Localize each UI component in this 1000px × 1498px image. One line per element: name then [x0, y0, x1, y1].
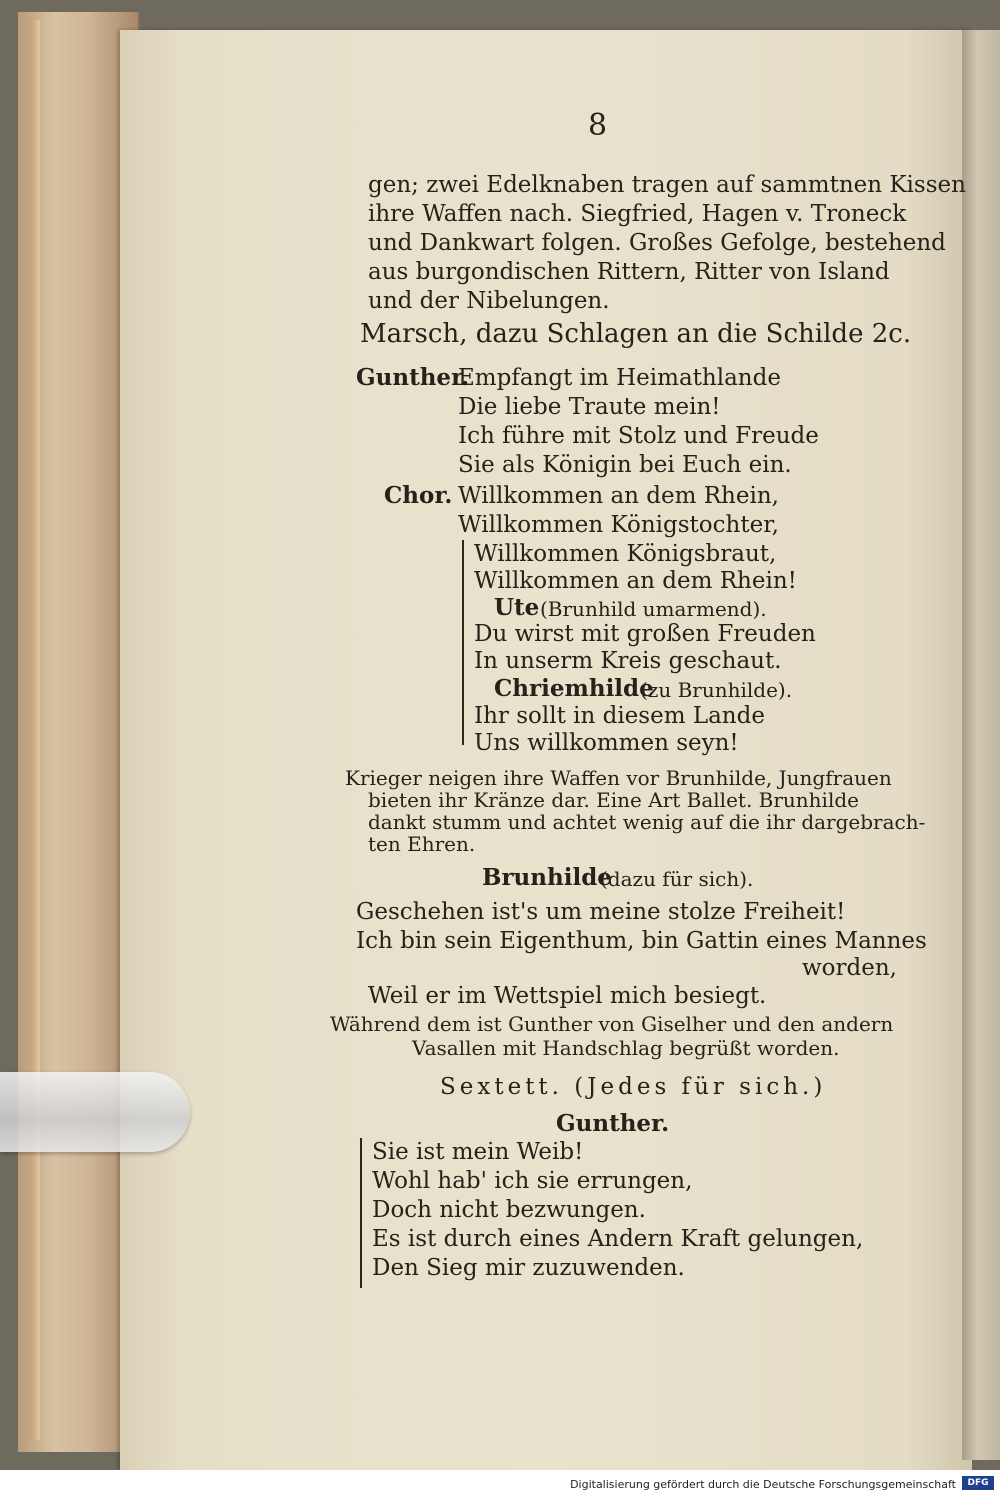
speaker-ute: Ute: [494, 594, 540, 621]
krieger-line-4: ten Ehren.: [368, 832, 476, 856]
page-number: 8: [588, 108, 608, 143]
sextett-line-5: Den Sieg mir zuzuwenden.: [372, 1255, 685, 1281]
chor-line-2: Willkommen Königstochter,: [458, 512, 779, 538]
krieger-line-2: bieten ihr Kränze dar. Eine Art Ballet. Brunhilde: [368, 788, 859, 812]
sextett-speaker-gunther: Gunther.: [556, 1110, 670, 1137]
page-clip: [0, 1072, 190, 1152]
sextett-line-1: Sie ist mein Weib!: [372, 1139, 584, 1165]
brunhilde-line-1: Geschehen ist's um meine stolze Freiheit!: [356, 899, 846, 925]
speaker-brunhilde: Brunhilde: [482, 864, 612, 891]
sextett-line-2: Wohl hab' ich sie errungen,: [372, 1168, 693, 1194]
dfg-logo: DFG: [962, 1476, 994, 1490]
intro-line-2: ihre Waffen nach. Siegfried, Hagen v. Troneck: [368, 201, 907, 227]
intro-line-5: und der Nibelungen.: [368, 288, 610, 314]
brunhilde-line-3: Weil er im Wettspiel mich besiegt.: [368, 983, 767, 1009]
gunther-line-4: Sie als Königin bei Euch ein.: [458, 452, 792, 478]
intro-line-4: aus burgondischen Rittern, Ritter von Island: [368, 259, 890, 285]
gunther-line-2: Die liebe Traute mein!: [458, 394, 721, 420]
march-direction: Marsch, dazu Schlagen an die Schilde 2c.: [360, 319, 912, 349]
speaker-chriemhilde: Chriemhilde: [494, 675, 654, 702]
krieger-line-3: dankt stumm und achtet wenig auf die ihr dargebrach-: [368, 810, 926, 834]
footer-credit: Digitalisierung gefördert durch die Deutsche Forschungsgemeinschaft: [570, 1478, 956, 1491]
chriemhilde-direction: (zu Brunhilde).: [640, 678, 793, 702]
speaker-gunther: Gunther.: [356, 364, 470, 391]
ute-direction: (Brunhild umarmend).: [540, 597, 767, 621]
waehrend-line-2: Vasallen mit Handschlag begrüßt worden.: [412, 1036, 840, 1060]
brunhilde-line-2: Ich bin sein Eigenthum, bin Gattin eines Mannes: [356, 928, 927, 954]
chriemhilde-line-2: Uns willkommen seyn!: [474, 730, 739, 756]
chriemhilde-line-1: Ihr sollt in diesem Lande: [474, 703, 765, 729]
gunther-line-1: Empfangt im Heimathlande: [458, 365, 781, 391]
chor-line-4: Willkommen an dem Rhein!: [474, 568, 797, 594]
brunhilde-direction: (dazu für sich).: [600, 867, 754, 891]
brace-sextett: [360, 1138, 362, 1288]
chor-line-1: Willkommen an dem Rhein,: [458, 483, 779, 509]
sextett-line-4: Es ist durch eines Andern Kraft gelungen,: [372, 1226, 864, 1252]
book-edge: [30, 20, 40, 1440]
speaker-chor: Chor.: [384, 482, 453, 509]
waehrend-line-1: Während dem ist Gunther von Giselher und den andern: [330, 1012, 894, 1036]
ute-line-1: Du wirst mit großen Freuden: [474, 621, 816, 647]
book-spine-right: [962, 30, 1000, 1460]
chor-line-3: Willkommen Königsbraut,: [474, 541, 777, 567]
gunther-line-3: Ich führe mit Stolz und Freude: [458, 423, 819, 449]
intro-line-1: gen; zwei Edelknaben tragen auf sammtnen Kissen: [368, 172, 966, 198]
brunhilde-line-2b: worden,: [802, 955, 897, 981]
intro-line-3: und Dankwart folgen. Großes Gefolge, bestehend: [368, 230, 946, 256]
krieger-line-1: Krieger neigen ihre Waffen vor Brunhilde, Jungfrauen: [345, 766, 892, 790]
sextett-heading: Sextett. (Jedes für sich.): [440, 1074, 827, 1100]
ute-line-2: In unserm Kreis geschaut.: [474, 648, 782, 674]
brace-chor: [462, 540, 464, 745]
sextett-line-3: Doch nicht bezwungen.: [372, 1197, 646, 1223]
